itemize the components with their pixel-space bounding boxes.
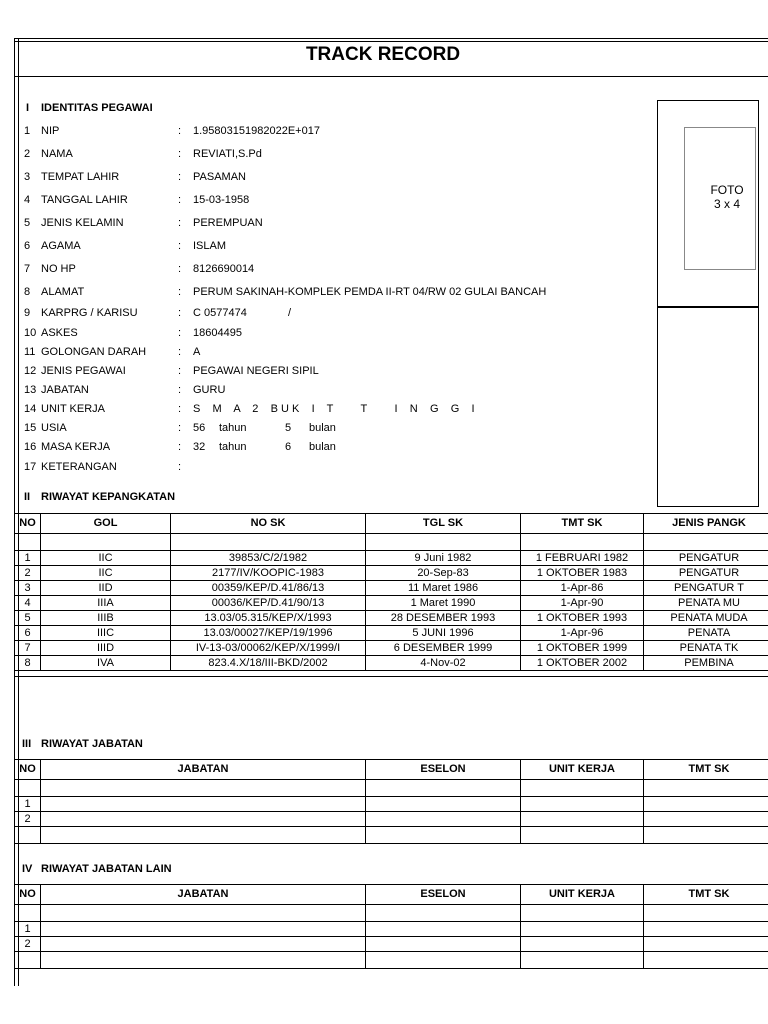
rank-table-cell: 1 OKTOBER 2002	[521, 656, 644, 671]
identity-row-label: UNIT KERJA	[41, 403, 105, 415]
identity-row-number: 6	[24, 240, 31, 252]
rank-table-cell: IID	[41, 581, 171, 596]
table-row	[15, 611, 768, 626]
identity-row-value: 15-03-1958	[193, 194, 250, 206]
section3-table-header: TMT SK	[644, 760, 768, 780]
identity-row-unit1: tahun	[219, 422, 247, 434]
rank-history-table	[14, 513, 768, 671]
section3-table-blank-cell	[41, 780, 366, 797]
rank-table-cell: PENATA MUDA	[644, 611, 768, 626]
section3-table-blank-cell	[41, 827, 366, 844]
identity-row-colon: :	[178, 171, 182, 183]
rank-table-cell: IIIA	[41, 596, 171, 611]
identity-row-value: GURU	[193, 384, 226, 396]
rank-table-cell: 1	[15, 551, 41, 566]
rank-table-blank-cell	[171, 534, 366, 551]
section3-table-cell	[366, 797, 521, 812]
section3-table-cell	[644, 812, 768, 827]
rank-table-cell: 2	[15, 566, 41, 581]
rank-table-cell: 1 OKTOBER 1983	[521, 566, 644, 581]
section4-table-cell	[644, 937, 768, 952]
identity-row-number: 4	[24, 194, 31, 206]
table-row	[15, 641, 768, 656]
rank-table-header: TGL SK	[366, 514, 521, 534]
section3-table-row-number: 2	[15, 812, 41, 827]
rank-table-header: JENIS PANGK	[644, 514, 768, 534]
top-border	[14, 38, 768, 39]
identity-row-colon: :	[178, 307, 182, 319]
identity-row-value: 8126690014	[193, 263, 255, 275]
rank-table-cell: 5 JUNI 1996	[366, 626, 521, 641]
identity-row-label: JENIS PEGAWAI	[41, 365, 126, 377]
identity-row-label: MASA KERJA	[41, 441, 111, 453]
identity-row-label: GOLONGAN DARAH	[41, 346, 147, 358]
identity-row-label: AGAMA	[41, 240, 81, 252]
rank-table-cell: 1 Maret 1990	[366, 596, 521, 611]
position-history-table	[14, 759, 768, 844]
section3-table-blank-cell	[15, 780, 41, 797]
section3-table-blank-cell	[366, 780, 521, 797]
section4-table-blank-cell	[41, 905, 366, 922]
identity-row-colon: :	[178, 148, 182, 160]
table-row	[15, 566, 768, 581]
section2-title: RIWAYAT KEPANGKATAN	[41, 491, 176, 503]
identity-row-label: NIP	[41, 125, 60, 137]
section3-title: RIWAYAT JABATAN	[41, 738, 143, 750]
section4-table-blank-cell	[644, 905, 768, 922]
top-border-inner	[14, 41, 768, 42]
section4-table-cell	[521, 922, 644, 937]
rank-table-blank-cell	[521, 534, 644, 551]
identity-row-label: NAMA	[41, 148, 73, 160]
identity-row-label: USIA	[41, 422, 67, 434]
page-title: TRACK RECORD	[305, 44, 461, 65]
section4-table-row-number: 1	[15, 922, 41, 937]
section2-number: II	[24, 491, 31, 503]
table-row	[15, 626, 768, 641]
rank-table-cell: IIIC	[41, 626, 171, 641]
photo-label-line2: 3 x 4	[713, 197, 740, 211]
section4-table-blank-cell	[41, 952, 366, 969]
identity-row-value2: 5	[285, 422, 292, 434]
identity-row-number: 11	[24, 346, 36, 358]
rank-table-cell: 28 DESEMBER 1993	[366, 611, 521, 626]
rank-table-cell: PENATA MU	[644, 596, 768, 611]
identity-row-number: 2	[24, 148, 31, 160]
rank-table-cell: 5	[15, 611, 41, 626]
rank-table-cell: 20-Sep-83	[366, 566, 521, 581]
identity-row-colon: :	[178, 240, 182, 252]
section4-table-blank-cell	[15, 905, 41, 922]
section4-table-blank-cell	[366, 952, 521, 969]
photo-label-line1: FOTO	[710, 183, 744, 197]
identity-row-number: 9	[24, 307, 31, 319]
section3-table-blank-cell	[521, 827, 644, 844]
identity-row-unit1: tahun	[219, 441, 247, 453]
identity-row-value: ISLAM	[193, 240, 227, 252]
identity-row-colon: :	[178, 217, 182, 229]
section3-table-cell	[521, 797, 644, 812]
section4-table-blank-cell	[521, 952, 644, 969]
identity-row-value: 1.95803151982022E+017	[193, 125, 320, 137]
identity-row-label: KARPRG / KARISU	[41, 307, 138, 319]
rank-table-cell: PENATA TK	[644, 641, 768, 656]
photo-label	[697, 183, 757, 211]
section3-table-blank-cell	[644, 827, 768, 844]
table-row	[15, 596, 768, 611]
section3-table-cell	[41, 797, 366, 812]
section4-title: RIWAYAT JABATAN LAIN	[41, 863, 172, 875]
section3-table-cell	[644, 797, 768, 812]
section3-table-blank-cell	[521, 780, 644, 797]
rank-table-cell: 13.03/00027/KEP/19/1996	[171, 626, 366, 641]
rank-table-cell: 1 FEBRUARI 1982	[521, 551, 644, 566]
identity-row-number: 5	[24, 217, 31, 229]
section4-table-cell	[366, 922, 521, 937]
identity-row-number: 16	[24, 441, 37, 453]
identity-row-value: REVIATI,S.Pd	[193, 148, 262, 160]
rank-table-cell: 9 Juni 1982	[366, 551, 521, 566]
identity-row-value: 18604495	[193, 327, 242, 339]
section4-table-header: TMT SK	[644, 885, 768, 905]
section1-number: I	[26, 102, 30, 114]
section4-table-blank-cell	[15, 952, 41, 969]
identity-row-value: PEREMPUAN	[193, 217, 263, 229]
identity-row-value: 32	[193, 441, 206, 453]
section4-table-header: UNIT KERJA	[521, 885, 644, 905]
identity-row-number: 1	[24, 125, 31, 137]
rank-table-cell: PEMBINA	[644, 656, 768, 671]
identity-row-label: ASKES	[41, 327, 78, 339]
identity-row-number: 8	[24, 286, 31, 298]
rank-table-header: TMT SK	[521, 514, 644, 534]
table-row	[15, 551, 768, 566]
identity-row-colon: :	[178, 125, 182, 137]
rank-table-header: NO SK	[171, 514, 366, 534]
rank-table-cell: IIIB	[41, 611, 171, 626]
table-row	[15, 581, 768, 596]
identity-row-number: 12	[24, 365, 37, 377]
section4-table-header: ESELON	[366, 885, 521, 905]
rank-table-cell: PENATA	[644, 626, 768, 641]
section4-table-header: JABATAN	[41, 885, 366, 905]
rank-table-cell: PENGATUR	[644, 566, 768, 581]
table-row	[15, 937, 768, 952]
section3-number: III	[22, 738, 32, 750]
rank-table-cell: IIC	[41, 551, 171, 566]
rank-table-cell: 11 Maret 1986	[366, 581, 521, 596]
identity-row-value: PASAMAN	[193, 171, 246, 183]
rank-table-header: NO	[15, 514, 41, 534]
table-row	[15, 656, 768, 671]
section4-table-blank-cell	[366, 905, 521, 922]
rank-table-cell: IIID	[41, 641, 171, 656]
identity-row-label: TANGGAL LAHIR	[41, 194, 128, 206]
section2-bottom-border	[14, 676, 768, 677]
rank-table-blank-cell	[366, 534, 521, 551]
section4-table-blank-cell	[521, 905, 644, 922]
rank-table-cell: 1 OKTOBER 1993	[521, 611, 644, 626]
rank-table-cell: 4-Nov-02	[366, 656, 521, 671]
section3-table-header: NO	[15, 760, 41, 780]
identity-row-label: NO HP	[41, 263, 76, 275]
rank-table-header: GOL	[41, 514, 171, 534]
identity-row-colon: :	[178, 441, 182, 453]
rank-table-cell: 3	[15, 581, 41, 596]
section4-table-cell	[366, 937, 521, 952]
identity-row-label: ALAMAT	[41, 286, 85, 298]
rank-table-cell: 823.4.X/18/III-BKD/2002	[171, 656, 366, 671]
section3-table-blank-cell	[644, 780, 768, 797]
identity-row-number: 13	[24, 384, 37, 396]
rank-table-cell: 39853/C/2/1982	[171, 551, 366, 566]
rank-table-cell: 2177/IV/KOOPIC-1983	[171, 566, 366, 581]
identity-row-unit2: bulan	[309, 422, 336, 434]
identity-row-colon: :	[178, 263, 182, 275]
other-position-table	[14, 884, 768, 969]
rank-table-cell: 00036/KEP/D.41/90/13	[171, 596, 366, 611]
identity-row-colon: :	[178, 403, 182, 415]
section3-table-row-number: 1	[15, 797, 41, 812]
identity-row-number: 17	[24, 461, 37, 473]
rank-table-cell: 7	[15, 641, 41, 656]
identity-row-number: 10	[24, 327, 37, 339]
section3-table-header: ESELON	[366, 760, 521, 780]
identity-row-value: PERUM SAKINAH-KOMPLEK PEMDA II-RT 04/RW 02 GULAI BANCAH	[193, 286, 547, 298]
identity-row-colon: :	[178, 346, 182, 358]
identity-row-colon: :	[178, 384, 182, 396]
identity-row-label: KETERANGAN	[41, 461, 117, 473]
identity-row-unit2: bulan	[309, 441, 336, 453]
section3-table-header: JABATAN	[41, 760, 366, 780]
identity-row-value2: 6	[285, 441, 292, 453]
rank-table-cell: 13.03/05.315/KEP/X/1993	[171, 611, 366, 626]
rank-table-blank-cell	[15, 534, 41, 551]
rank-table-cell: 6 DESEMBER 1999	[366, 641, 521, 656]
section3-table-cell	[366, 812, 521, 827]
section1-title: IDENTITAS PEGAWAI	[41, 102, 153, 114]
section4-table-cell	[41, 937, 366, 952]
identity-row-colon: :	[178, 461, 182, 473]
identity-row-value: 56	[193, 422, 206, 434]
section4-table-header: NO	[15, 885, 41, 905]
rank-table-cell: 6	[15, 626, 41, 641]
identity-row-number: 15	[24, 422, 37, 434]
rank-table-cell: PENGATUR	[644, 551, 768, 566]
identity-row-value: C 0577474	[193, 307, 247, 319]
rank-table-blank-cell	[644, 534, 768, 551]
section3-table-header: UNIT KERJA	[521, 760, 644, 780]
section3-table-cell	[41, 812, 366, 827]
rank-table-cell: 4	[15, 596, 41, 611]
rank-table-cell: IV-13-03/00062/KEP/X/1999/I	[171, 641, 366, 656]
rank-table-cell: PENGATUR T	[644, 581, 768, 596]
rank-table-cell: 1-Apr-96	[521, 626, 644, 641]
identity-row-label: JENIS KELAMIN	[41, 217, 124, 229]
identity-row-value: PEGAWAI NEGERI SIPIL	[193, 365, 319, 377]
rank-table-cell: 1-Apr-86	[521, 581, 644, 596]
section4-table-blank-cell	[644, 952, 768, 969]
rank-table-cell: 8	[15, 656, 41, 671]
section4-table-cell	[41, 922, 366, 937]
identity-row-label: JABATAN	[41, 384, 89, 396]
rank-table-blank-cell	[41, 534, 171, 551]
identity-row-colon: :	[178, 286, 182, 298]
rank-table-cell: IVA	[41, 656, 171, 671]
signature-box	[657, 307, 759, 507]
section3-table-blank-cell	[15, 827, 41, 844]
identity-row-number: 3	[24, 171, 31, 183]
section4-table-cell	[521, 937, 644, 952]
table-row	[15, 922, 768, 937]
section3-table-cell	[521, 812, 644, 827]
section3-table-blank-cell	[366, 827, 521, 844]
identity-row-extra: /	[288, 307, 292, 319]
section4-table-row-number: 2	[15, 937, 41, 952]
identity-row-colon: :	[178, 194, 182, 206]
identity-row-value: S M A 2 B U K I T T I N G G I	[193, 403, 475, 415]
rank-table-cell: 00359/KEP/D.41/86/13	[171, 581, 366, 596]
identity-row-colon: :	[178, 365, 182, 377]
section4-number: IV	[22, 863, 33, 875]
table-row	[15, 812, 768, 827]
rank-table-cell: 1 OKTOBER 1999	[521, 641, 644, 656]
title-bottom-border	[14, 76, 768, 77]
identity-row-number: 14	[24, 403, 37, 415]
identity-row-colon: :	[178, 327, 182, 339]
identity-row-colon: :	[178, 422, 182, 434]
identity-row-number: 7	[24, 263, 31, 275]
identity-row-value: A	[193, 346, 201, 358]
section4-table-cell	[644, 922, 768, 937]
rank-table-cell: IIC	[41, 566, 171, 581]
identity-row-label: TEMPAT LAHIR	[41, 171, 120, 183]
rank-table-cell: 1-Apr-90	[521, 596, 644, 611]
table-row	[15, 797, 768, 812]
